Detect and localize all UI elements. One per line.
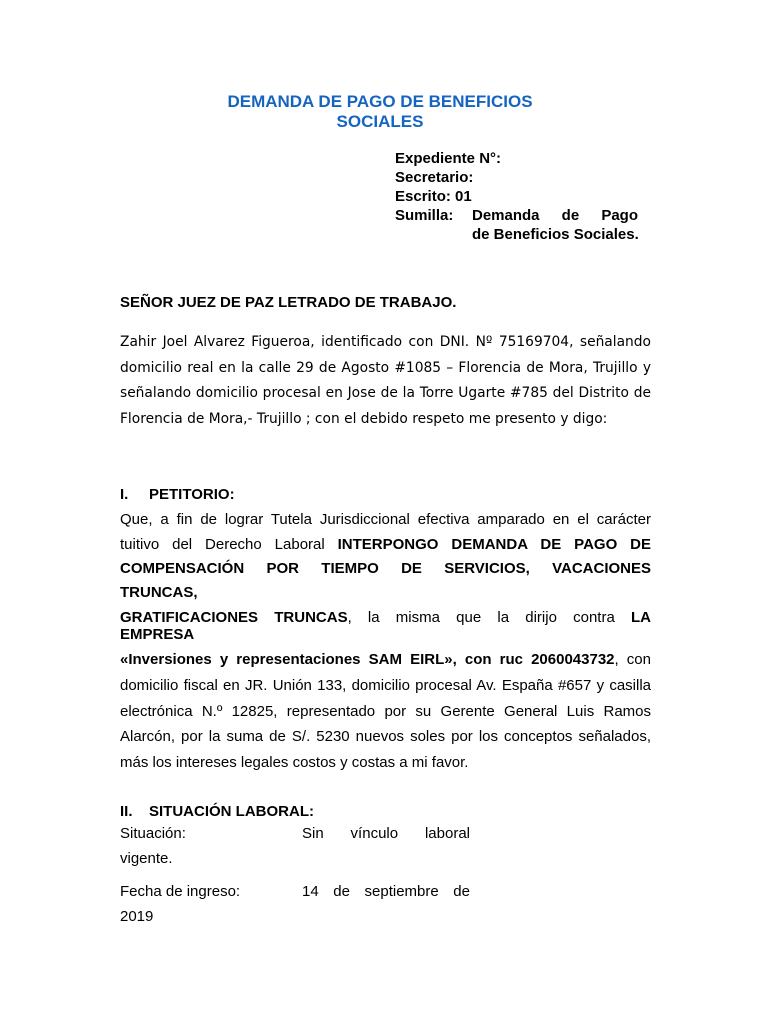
- case-header: [395, 149, 655, 244]
- escrito-label: Escrito: 01: [395, 188, 472, 205]
- expediente-label: Expediente N°:: [395, 150, 502, 167]
- petitorio-line-5-bold: GRATIFICACIONES TRUNCAS: [120, 609, 348, 626]
- document-title: [120, 92, 640, 132]
- sumilla-label: Sumilla:: [395, 207, 454, 224]
- title-line-1: DEMANDA DE PAGO DE BENEFICIOS: [227, 92, 533, 111]
- petitorio-line-4: TRUNCAS,: [120, 584, 198, 601]
- petitorio-line-5-text: , la misma que la dirijo contra: [347, 609, 631, 626]
- petitorio-line-6: EMPRESA: [120, 626, 195, 643]
- petitorio-line-3: COMPENSACIÓN POR TIEMPO DE SERVICIOS, VACACIONES: [120, 560, 651, 577]
- sumilla-text-continued: de Beneficios Sociales.: [472, 226, 639, 243]
- secretario-label: Secretario:: [395, 169, 474, 186]
- addressee: SEÑOR JUEZ DE PAZ LETRADO DE TRABAJO.: [120, 294, 457, 311]
- situacion-value: Sin vínculo laboral: [302, 825, 470, 842]
- sumilla-text: Demanda de Pago: [472, 207, 638, 224]
- petitorio-line-7-text: , con: [614, 651, 651, 668]
- petitorio-line-7-bold: «Inversiones y representaciones SAM EIRL», con ruc 2060043732: [120, 651, 615, 668]
- situacion-label: Situación:: [120, 825, 186, 842]
- section-1-number: I.: [120, 486, 129, 503]
- petitorio-line-7: [120, 650, 651, 670]
- title-line-2: SOCIALES: [336, 112, 424, 131]
- petitorio-line-2: [120, 535, 651, 555]
- petitorio-line-2-bold: INTERPONGO DEMANDA DE PAGO DE: [337, 536, 651, 553]
- section-1-heading: [120, 485, 235, 504]
- fecha-ingreso-value: 14 de septiembre de: [302, 883, 470, 900]
- petitorio-paragraph-end: domicilio fiscal en JR. Unión 133, domicilio procesal Av. España #657 y casilla electrónica N.º 12825, representado por su Gerente General Luis Ramos Alarcón, por la suma de S/. 5230 nuevos soles por los conceptos señalados, más los intereses legales costos y costas a mi favor.: [120, 677, 651, 771]
- intro-paragraph: Zahir Joel Alvarez Figueroa, identificado con DNI. Nº 75169704, señalando domicilio real en la calle 29 de Agosto #1085 – Florencia de Mora, Trujillo y señalando domicilio procesal en Jose de la Torre Ugarte #785 del Distrito de Florencia de Mora,- Trujillo ; con el debido respeto me presento y digo:: [120, 334, 651, 427]
- petitorio-line-2-text: tuitivo del Derecho Laboral: [120, 536, 338, 553]
- section-2-title: SITUACIÓN LABORAL:: [149, 803, 314, 820]
- sumilla-row: [395, 206, 655, 225]
- section-1-title: PETITORIO:: [149, 486, 235, 503]
- fecha-ingreso-label: Fecha de ingreso:: [120, 883, 241, 900]
- petitorio-line-1: Que, a fin de lograr Tutela Jurisdiccional efectiva amparado en el carácter: [120, 511, 651, 528]
- petitorio-line-5-bold-2: LA: [631, 609, 651, 626]
- fecha-ingreso-value-continued: 2019: [120, 908, 154, 925]
- section-2-heading: [120, 802, 314, 821]
- section-2-number: II.: [120, 803, 133, 820]
- situacion-value-continued: vigente.: [120, 850, 173, 867]
